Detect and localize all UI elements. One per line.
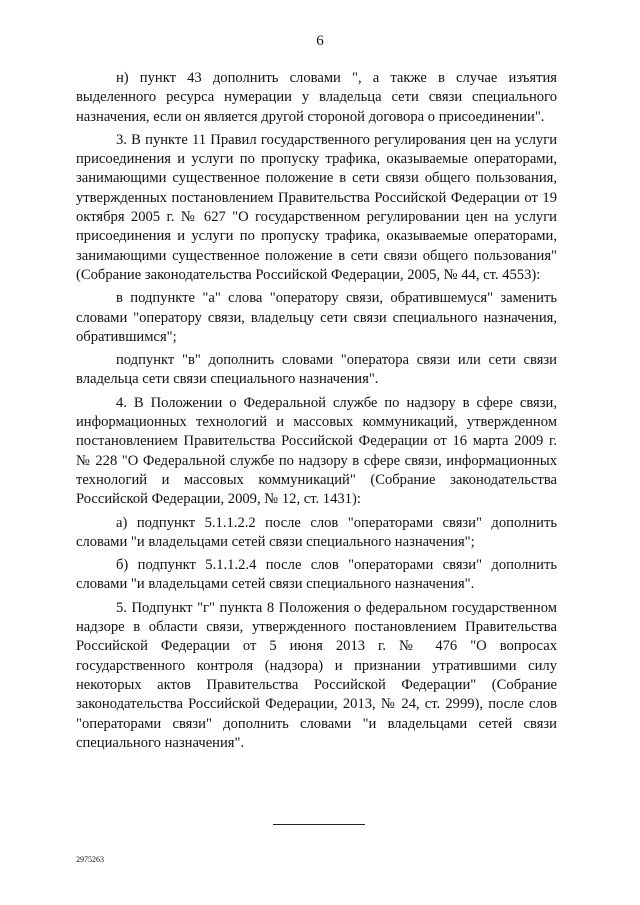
paragraph-section-3: 3. В пункте 11 Правил государственного регулирования цен на услуги присоединения и услуги по пропуску трафика, оказываемые операторами, занимающими существенное положение в сети связи общего пользования, утвержденных постановлением Правительства Российской Федерации от 19 октября 2005 г. № 627 "О государственном регулировании цен на услуги присоединения и услуги по пропуску трафика, оказываемые операторами, занимающими существенное положение в сети связи общего пользования" (Собрание законодательства Российской Федерации, 2005, № 44, ст. 4553):	[76, 131, 557, 283]
document-body	[76, 69, 557, 757]
end-separator-line	[273, 824, 365, 825]
paragraph-section-4: 4. В Положении о Федеральной службе по надзору в сфере связи, информационных технологий и массовых коммуникаций, утвержденном постановлением Правительства Российской Федерации от 16 марта 2009 г. № 228 "О Федеральной службе по надзору в сфере связи, информационных технологий и массовых коммуникаций" (Собрание законодательства Российской Федерации, 2009, № 12, ст. 1431):	[76, 394, 557, 508]
paragraph-section-5: 5. Подпункт "г" пункта 8 Положения о федеральном государственном надзоре в области связи, утвержденного постановлением Правительства Российской Федерации от 5 июня 2013 г. № 476 "О вопросах государственного контроля (надзора) и признании утратившими силу некоторых актов Правительства Российской Федерации" (Собрание законодательства Российской Федерации, 2013, № 24, ст. 2999), после слов "операторами связи" дополнить словами "и владельцами сетей связи специального назначения".	[76, 599, 557, 751]
paragraph-item-n: н) пункт 43 дополнить словами ", а также в случае изъятия выделенного ресурса нумерации у владельца сети связи специального назначения, если он является другой стороной договора о присоединении".	[76, 70, 557, 125]
paragraph-subitem-a: в подпункте "а" слова "оператору связи, обратившемуся" заменить словами "оператору связи, владельцу сети связи специального назначения, обратившимся";	[76, 290, 557, 345]
document-code: 2975263	[76, 855, 104, 864]
paragraph-subitem-a-4: а) подпункт 5.1.1.2.2 после слов "операторами связи" дополнить словами "и владельцами сетей связи специального назначения";	[76, 514, 557, 550]
paragraph-subitem-v: подпункт "в" дополнить словами "оператора связи или сети связи владельца сети связи специального назначения".	[76, 352, 557, 388]
paragraph-subitem-b-4: б) подпункт 5.1.1.2.4 после слов "операторами связи" дополнить словами "и владельцами сетей связи специального назначения".	[76, 557, 557, 593]
page-number: 6	[316, 33, 324, 49]
